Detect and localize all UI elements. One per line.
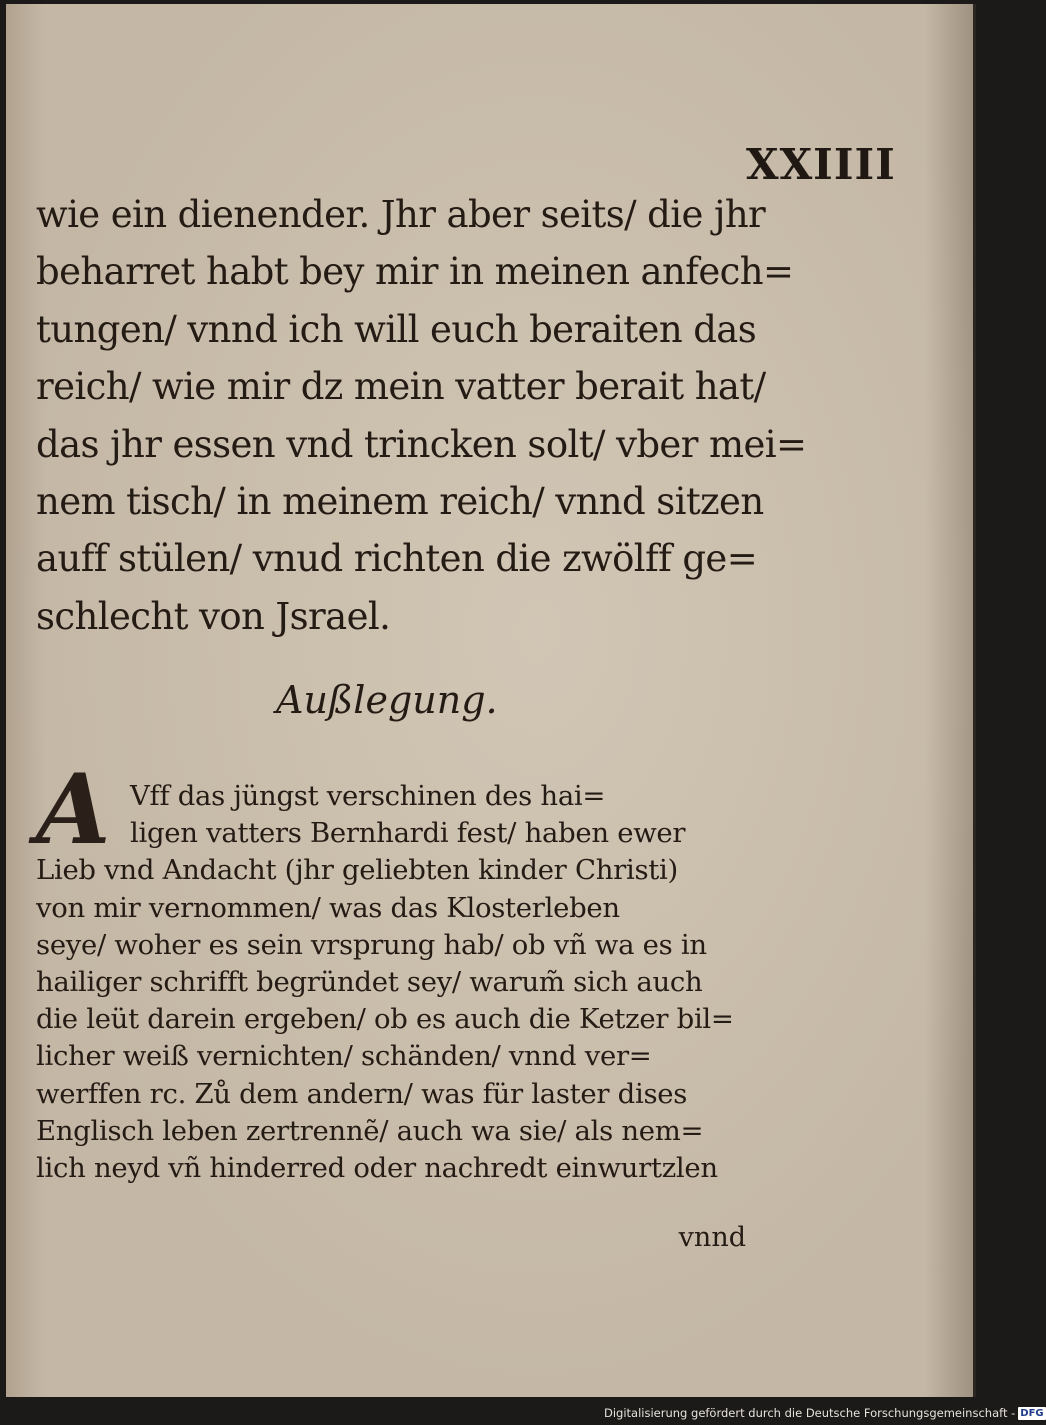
text-line: hailiger schrifft begründet sey/ warum̃ sich auch [36, 965, 703, 998]
section-heading: Außlegung. [276, 678, 498, 722]
text-line: licher weiß vernichten/ schänden/ vnnd ver= [36, 1040, 652, 1073]
text-line: das jhr essen vnd trincken solt/ vber mei= [36, 422, 807, 466]
text-line: Vff das jüngst verschinen des hai= [130, 780, 606, 812]
folio-number: XXIIII [746, 140, 896, 189]
text-line: tungen/ vnnd ich will euch beraiten das [36, 307, 757, 351]
scripture-passage [36, 186, 807, 645]
digitization-credit [604, 1404, 1044, 1422]
exposition-paragraph [36, 778, 748, 1187]
book-page [6, 4, 976, 1397]
dfg-logo-icon: DFG [1020, 1408, 1044, 1419]
credit-text: Digitalisierung gefördert durch die Deutsche Forschungsgemeinschaft - [604, 1406, 1016, 1420]
text-line: von mir vernommen/ was das Klosterleben [36, 891, 620, 924]
text-line: ligen vatters Bernhardi fest/ haben ewer [130, 817, 686, 850]
text-line: werffen rc. Zů dem andern/ was für laster dises [36, 1077, 688, 1110]
text-line: beharret habt bey mir in meinen anfech= [36, 250, 794, 294]
text-line: die leüt darein ergeben/ ob es auch die Ketzer bil= [36, 1003, 734, 1036]
text-line: Lieb vnd Andacht (jhr geliebten kinder Christi) [36, 854, 678, 887]
text-line: lich neyd vñ hinderred oder nachredt einwurtzlen [36, 1151, 718, 1184]
text-line: nem tisch/ in meinem reich/ vnnd sitzen [36, 479, 764, 523]
text-line: Englisch leben zertrennẽ/ auch wa sie/ als nem= [36, 1114, 704, 1147]
text-line: reich/ wie mir dz mein vatter berait hat/ [36, 365, 766, 409]
text-line: seye/ woher es sein vrsprung hab/ ob vñ wa es in [36, 928, 707, 961]
text-line: auff stülen/ vnud richten die zwölff ge= [36, 537, 758, 581]
text-line: schlecht von Jsrael. [36, 594, 391, 638]
decorated-initial: A [36, 753, 111, 866]
catchword: vnnd [678, 1222, 746, 1253]
text-line: wie ein dienender. Jhr aber seits/ die jhr [36, 193, 766, 236]
